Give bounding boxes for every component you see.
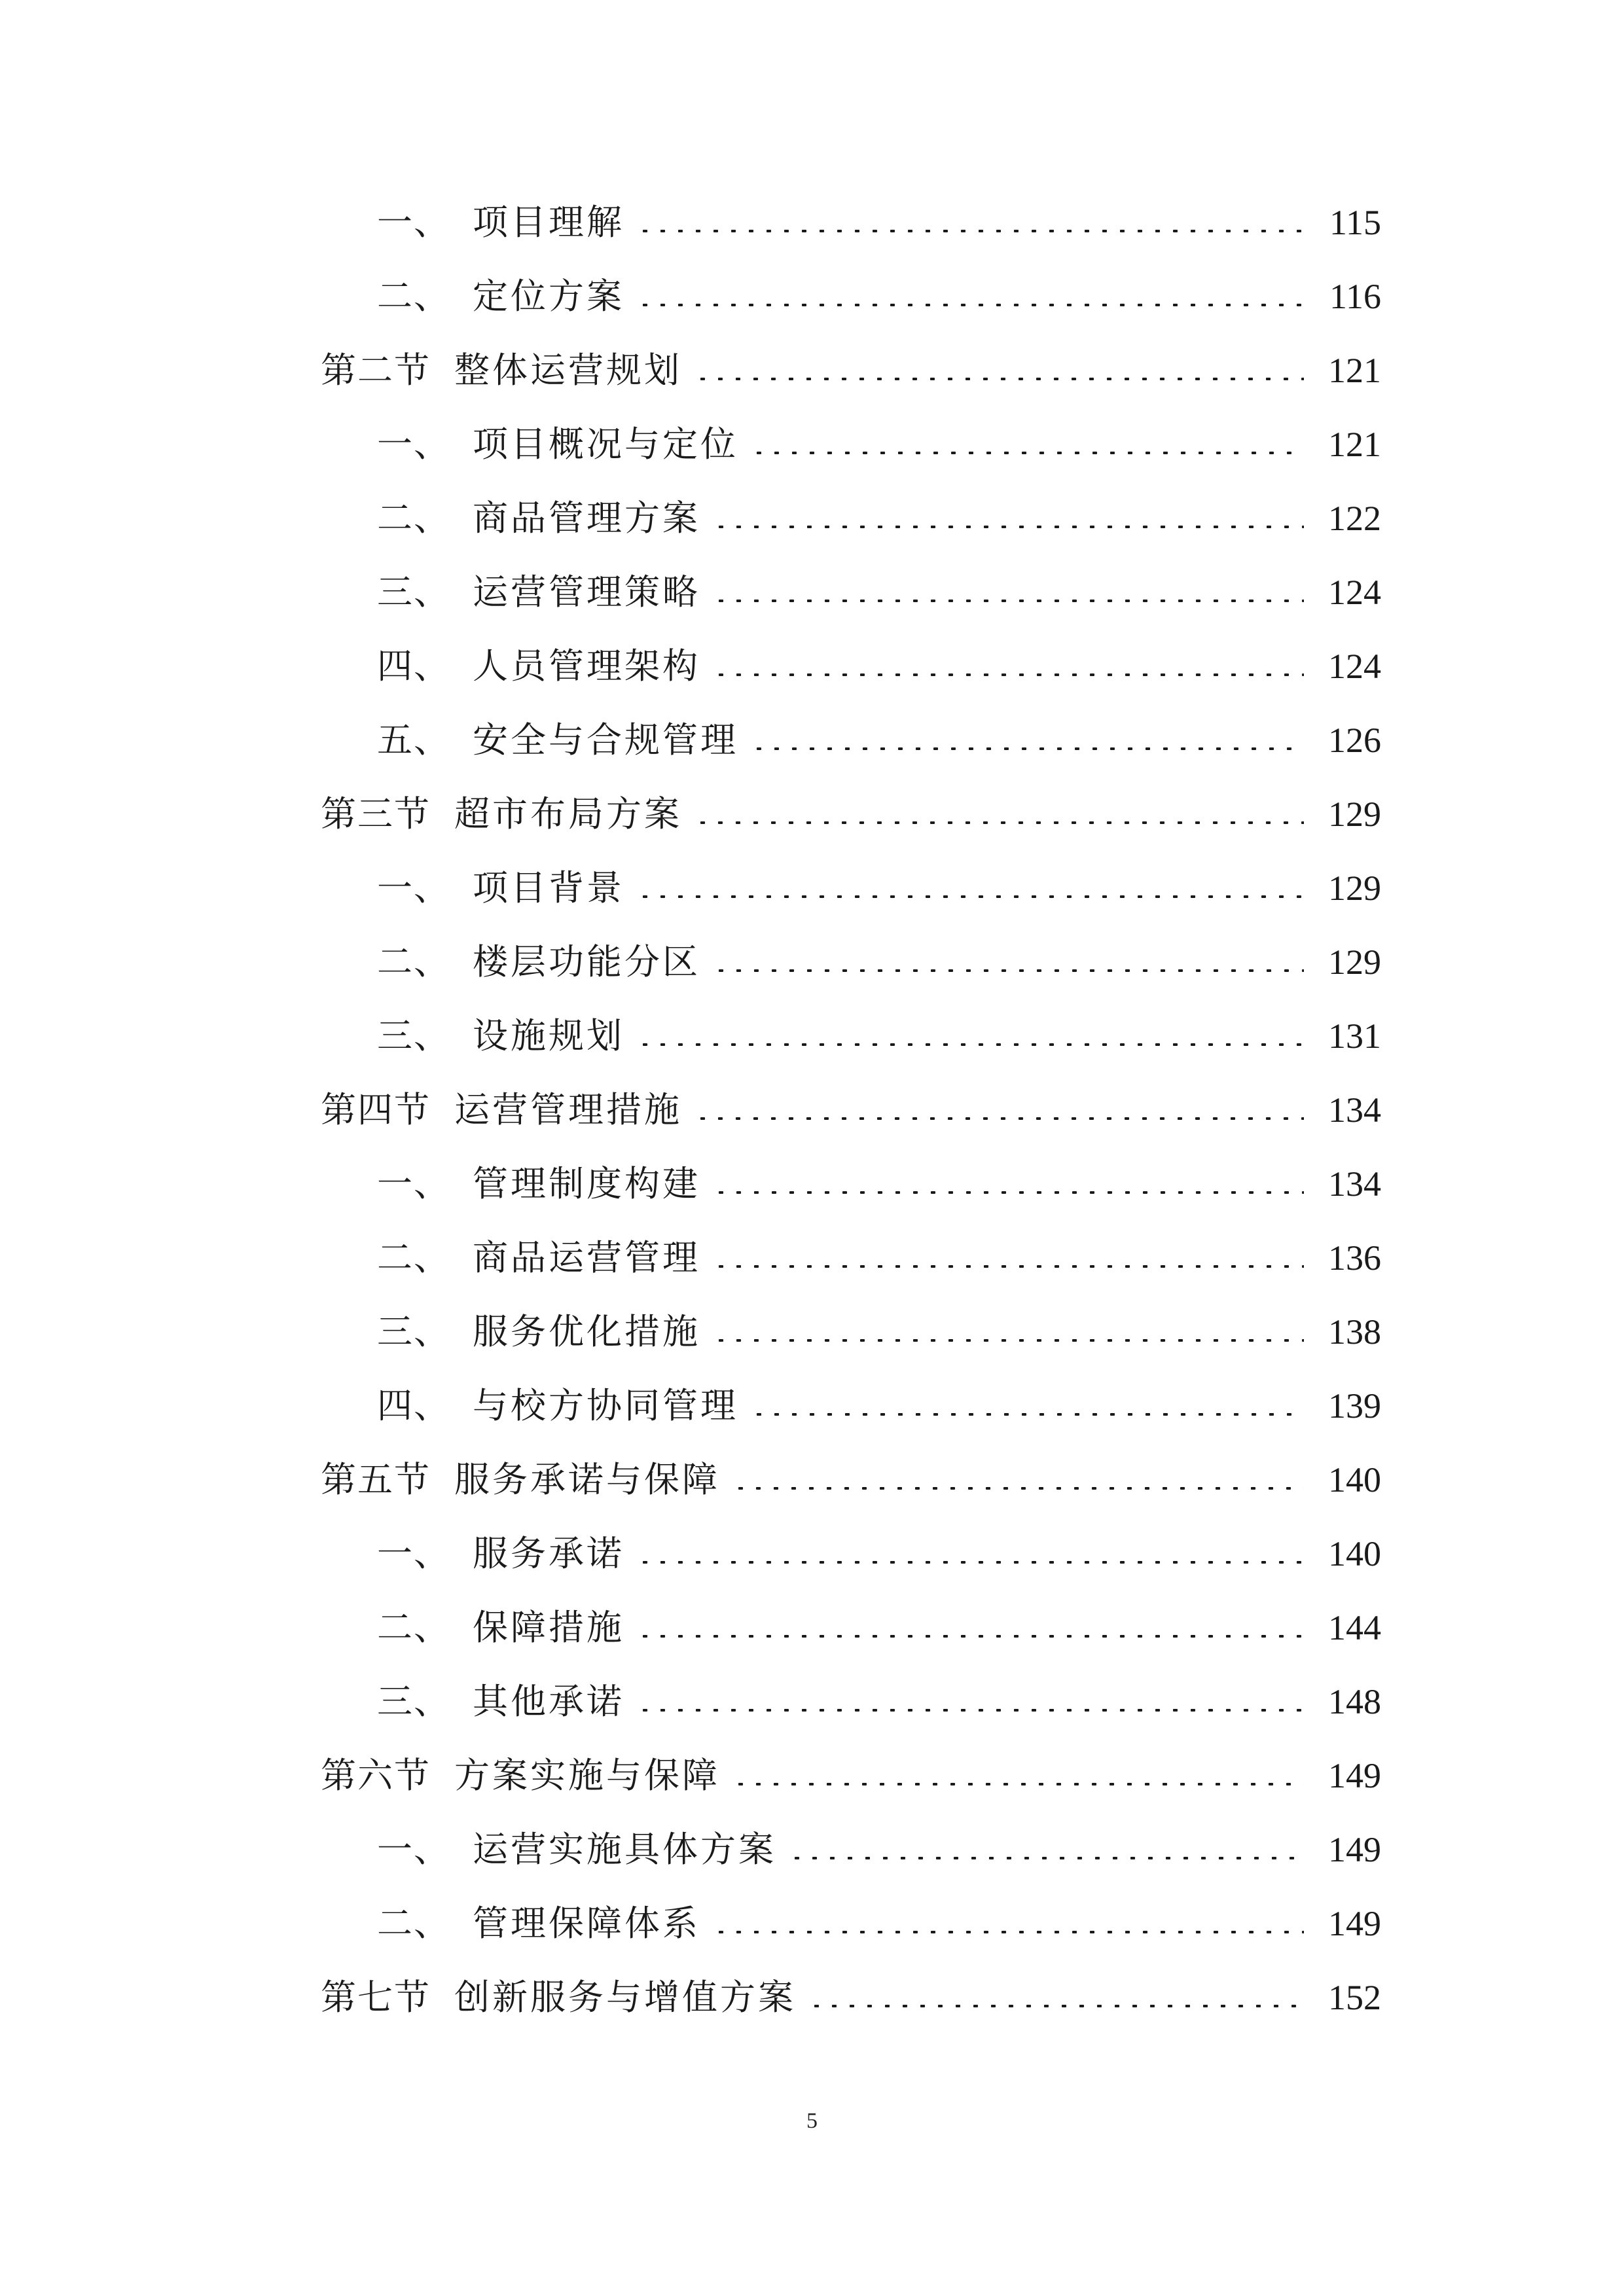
- page-number: 5: [806, 2109, 818, 2133]
- toc-entry[interactable]: [321, 1302, 1381, 1361]
- toc-entry-page: 121: [1328, 351, 1381, 390]
- toc-entry-page: 152: [1328, 1978, 1381, 2017]
- toc-entry-prefix: 三、: [377, 1311, 450, 1352]
- toc-entry-prefix: 二、: [377, 1903, 450, 1944]
- toc-entry-page: 134: [1328, 1164, 1381, 1204]
- dot-leader: [636, 304, 1304, 306]
- toc-entry-page: 148: [1328, 1682, 1381, 1721]
- toc-entry-page: 129: [1328, 795, 1381, 834]
- dot-leader: [808, 2005, 1304, 2007]
- toc-section-prefix: 第三节: [321, 793, 431, 834]
- toc-entry-prefix: 四、: [377, 645, 450, 687]
- dot-leader: [750, 747, 1304, 750]
- toc-entry-prefix: 二、: [377, 276, 450, 317]
- toc-entry[interactable]: [321, 1894, 1381, 1953]
- dot-leader: [750, 452, 1304, 454]
- dot-leader: [712, 1265, 1304, 1268]
- dot-leader: [732, 1783, 1304, 1785]
- dot-leader: [694, 378, 1304, 380]
- toc-entry[interactable]: [321, 637, 1381, 696]
- toc-entry-title: 安全与合规管理: [473, 719, 738, 761]
- toc-entry-title: 管理保障体系: [473, 1903, 700, 1944]
- toc-entry-title: 管理制度构建: [473, 1163, 700, 1204]
- toc-entry-page: 139: [1328, 1386, 1381, 1426]
- toc-entry-page: 129: [1328, 869, 1381, 908]
- toc-entry-title: 服务承诺: [473, 1533, 624, 1574]
- dot-leader: [712, 969, 1304, 972]
- toc-entry-prefix: 一、: [377, 1829, 450, 1870]
- toc-entry-page: 149: [1328, 1756, 1381, 1795]
- toc-entry-prefix: 一、: [377, 423, 450, 465]
- toc-section-prefix: 第六节: [321, 1755, 431, 1796]
- toc-section-entry[interactable]: [321, 1450, 1381, 1509]
- toc-entry[interactable]: [321, 1598, 1381, 1657]
- dot-leader: [750, 1413, 1304, 1416]
- toc-entry-title: 商品运营管理: [473, 1237, 700, 1278]
- dot-leader: [694, 1117, 1304, 1120]
- toc-entry-title: 项目理解: [473, 202, 624, 243]
- toc-section-title: 整体运营规划: [454, 350, 682, 391]
- dot-leader: [636, 895, 1304, 898]
- toc-entry-prefix: 一、: [377, 202, 450, 243]
- toc-entry-page: 129: [1328, 942, 1381, 982]
- toc-entry[interactable]: [321, 1155, 1381, 1213]
- dot-leader: [712, 600, 1304, 602]
- toc-entry-prefix: 四、: [377, 1385, 450, 1426]
- toc-entry-prefix: 二、: [377, 497, 450, 539]
- dot-leader: [732, 1487, 1304, 1490]
- toc-entry[interactable]: [321, 1524, 1381, 1583]
- toc-entry-page: 121: [1328, 425, 1381, 464]
- toc-entry[interactable]: [321, 1007, 1381, 1066]
- toc-entry-prefix: 三、: [377, 1015, 450, 1056]
- toc-section-prefix: 第二节: [321, 350, 431, 391]
- toc-section-entry[interactable]: [321, 785, 1381, 844]
- toc-entry-page: 144: [1328, 1608, 1381, 1647]
- toc-entry-page: 149: [1328, 1904, 1381, 1943]
- toc-section-prefix: 第四节: [321, 1089, 431, 1130]
- toc-entry-prefix: 一、: [377, 1163, 450, 1204]
- toc-entry-page: 122: [1328, 499, 1381, 538]
- dot-leader: [712, 673, 1304, 676]
- toc-entry-page: 124: [1328, 573, 1381, 612]
- toc-entry[interactable]: [321, 1672, 1381, 1731]
- toc-entry-page: 149: [1328, 1830, 1381, 1869]
- toc-entry-title: 商品管理方案: [473, 497, 700, 539]
- toc-entry[interactable]: [321, 193, 1381, 252]
- toc-entry-page: 134: [1328, 1090, 1381, 1130]
- dot-leader: [712, 1931, 1304, 1933]
- toc-entry-prefix: 三、: [377, 571, 450, 613]
- toc-entry-page: 131: [1328, 1016, 1381, 1056]
- toc-section-prefix: 第五节: [321, 1459, 431, 1500]
- toc-entry[interactable]: [321, 489, 1381, 548]
- toc-entry-title: 项目背景: [473, 867, 624, 908]
- toc-entry-prefix: 三、: [377, 1681, 450, 1722]
- toc-section-title: 创新服务与增值方案: [454, 1977, 796, 2018]
- toc-entry-page: 138: [1328, 1312, 1381, 1352]
- dot-leader: [636, 230, 1304, 232]
- toc-entry-page: 124: [1328, 647, 1381, 686]
- toc-section-entry[interactable]: [321, 1746, 1381, 1805]
- dot-leader: [694, 821, 1304, 824]
- toc-entry-page: 115: [1329, 203, 1381, 242]
- toc-section-entry[interactable]: [321, 1081, 1381, 1139]
- toc-entry[interactable]: [321, 859, 1381, 918]
- toc-entry[interactable]: [321, 267, 1381, 326]
- toc-entry-prefix: 二、: [377, 1607, 450, 1648]
- toc-entry[interactable]: [321, 1229, 1381, 1287]
- toc-section-prefix: 第七节: [321, 1977, 431, 2018]
- toc-entry-prefix: 五、: [377, 719, 450, 761]
- dot-leader: [636, 1561, 1304, 1564]
- toc-entry-title: 设施规划: [473, 1015, 624, 1056]
- dot-leader: [636, 1043, 1304, 1046]
- toc-entry-title: 运营实施具体方案: [473, 1829, 776, 1870]
- toc-section-title: 运营管理措施: [454, 1089, 682, 1130]
- toc-entry-page: 136: [1328, 1238, 1381, 1278]
- toc-entry[interactable]: [321, 1820, 1381, 1879]
- toc-section-title: 服务承诺与保障: [454, 1459, 720, 1500]
- dot-leader: [712, 526, 1304, 528]
- toc-entry-title: 其他承诺: [473, 1681, 624, 1722]
- toc-section-entry[interactable]: [321, 1968, 1381, 2027]
- toc-entry[interactable]: [321, 563, 1381, 622]
- dot-leader: [712, 1339, 1304, 1342]
- toc-entry-prefix: 一、: [377, 1533, 450, 1574]
- dot-leader: [636, 1709, 1304, 1712]
- toc-entry[interactable]: [321, 711, 1381, 770]
- dot-leader: [788, 1857, 1304, 1859]
- toc-entry[interactable]: [321, 415, 1381, 474]
- toc-entry-title: 人员管理架构: [473, 645, 700, 687]
- toc-entry-page: 116: [1329, 277, 1381, 316]
- toc-entry-title: 楼层功能分区: [473, 941, 700, 982]
- toc-entry-prefix: 二、: [377, 1237, 450, 1278]
- toc-entry-title: 服务优化措施: [473, 1311, 700, 1352]
- toc-entry-page: 140: [1328, 1460, 1381, 1499]
- toc-entry-title: 定位方案: [473, 276, 624, 317]
- dot-leader: [712, 1191, 1304, 1194]
- toc-entry-title: 项目概况与定位: [473, 423, 738, 465]
- toc-entry-title: 保障措施: [473, 1607, 624, 1648]
- toc-section-title: 超市布局方案: [454, 793, 682, 834]
- toc-entry-title: 与校方协同管理: [473, 1385, 738, 1426]
- toc-section-title: 方案实施与保障: [454, 1755, 720, 1796]
- toc-entry[interactable]: [321, 1376, 1381, 1435]
- dot-leader: [636, 1635, 1304, 1638]
- toc-entry-prefix: 一、: [377, 867, 450, 908]
- toc-entry[interactable]: [321, 933, 1381, 992]
- toc-entry-prefix: 二、: [377, 941, 450, 982]
- toc-section-entry[interactable]: [321, 341, 1381, 400]
- toc-entry-title: 运营管理策略: [473, 571, 700, 613]
- toc-entry-page: 140: [1328, 1534, 1381, 1573]
- toc-entry-page: 126: [1328, 721, 1381, 760]
